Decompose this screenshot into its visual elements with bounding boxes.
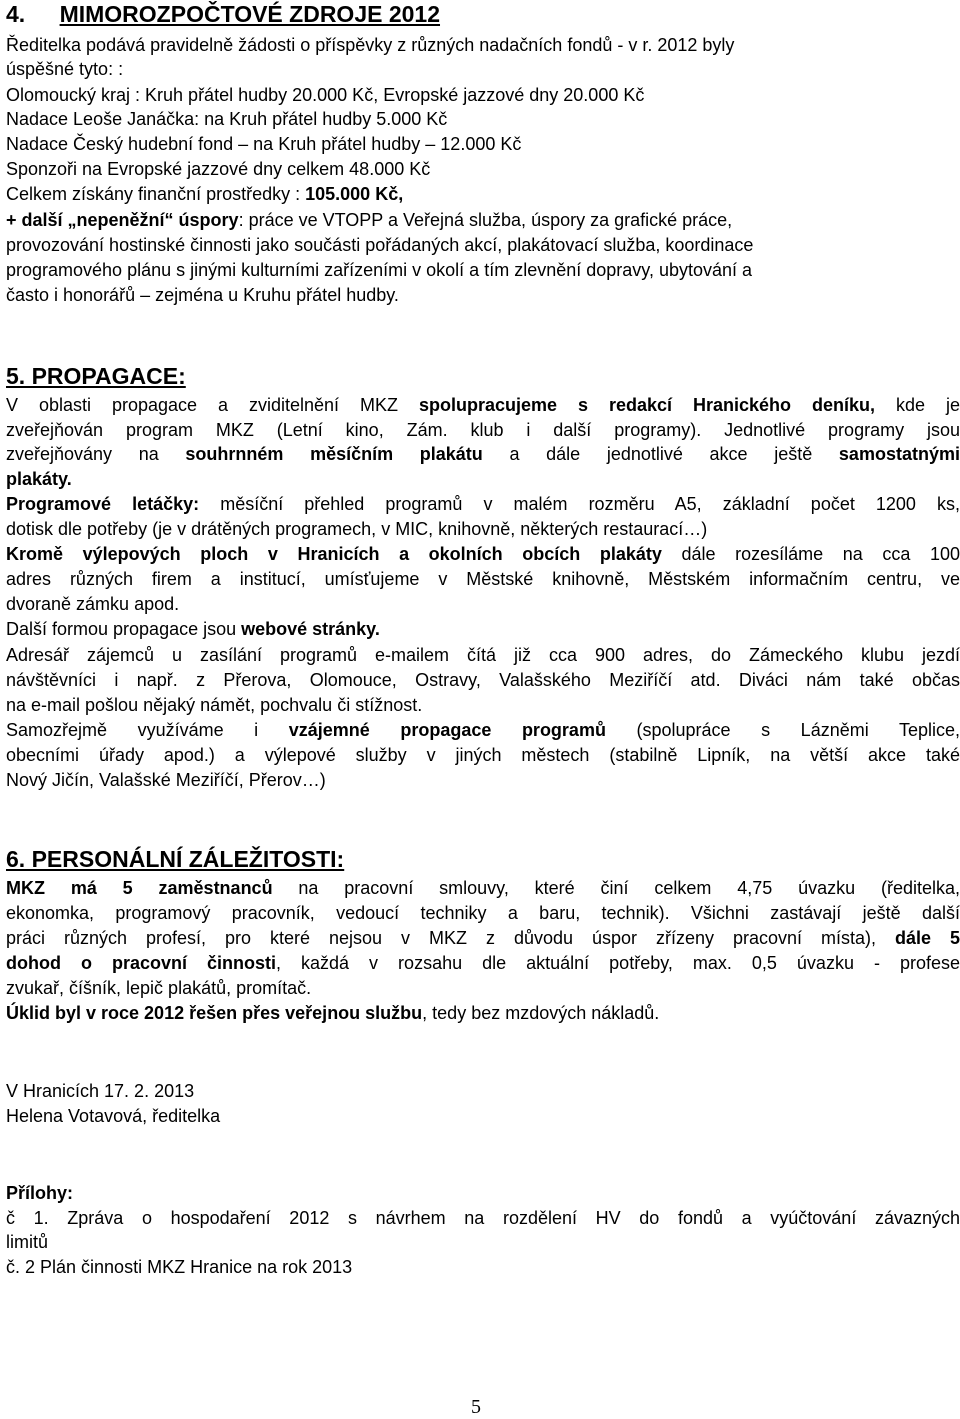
section-6-title: 6. PERSONÁLNÍ ZÁLEŽITOSTI: [6,846,345,872]
text-line: V oblasti propagace a zviditelnění MKZ spolupracujeme s redakcí Hranického deníku, kde je [6,395,960,415]
text-line: na e-mail pošlou nějaký námět, pochvalu či stížnost. [6,695,423,715]
text-line: plakáty. [6,469,72,489]
section-4-title: MIMOROZPOČTOVÉ ZDROJE 2012 [59,1,441,27]
text-line: Nadace Český hudební fond – na Kruh přátel hudby – 12.000 Kč [6,134,522,154]
text-line: dvoraně zámku apod. [6,594,180,614]
signature-date: V Hranicích 17. 2. 2013 [6,1081,195,1101]
attachment-item: č. 2 Plán činnosti MKZ Hranice na rok 2013 [6,1257,353,1277]
text-line: zveřejňován program MKZ (Letní kino, Zám. klub i další programy). Jednotlivé programy jsou [6,420,960,440]
text-line: Olomoucký kraj : Kruh přátel hudby 20.000 Kč, Evropské jazzové dny 20.000 Kč [6,85,645,105]
text-line: Další formou propagace jsou webové stránky. [6,619,380,639]
text-line: Nadace Leoše Janáčka: na Kruh přátel hudby 5.000 Kč [6,109,448,129]
text-line: + další „nepeněžní“ úspory: práce ve VTOPP a Veřejná služba, úspory za grafické práce, [6,210,733,230]
text-line: Ředitelka podává pravidelně žádosti o příspěvky z různých nadačních fondů - v r. 2012 byly [6,35,735,55]
text-line: Sponzoři na Evropské jazzové dny celkem 48.000 Kč [6,159,431,179]
signature-name: Helena Votavová, ředitelka [6,1106,221,1126]
text-line: Adresář zájemců u zasílání programů e-mailem čítá již cca 900 adres, do Zámeckého klubu jezdí [6,645,960,665]
text-line: dotisk dle potřeby (je v drátěných programech, v MIC, knihovně, některých restaurací…) [6,519,708,539]
text-line: Úklid byl v roce 2012 řešen přes veřejnou službu, tedy bez mzdových nákladů. [6,1003,660,1023]
text-line: zveřejňovány na souhrnném měsíčním plakátu a dále jednotlivé akce ještě samostatnými [6,444,960,464]
page-number: 5 [471,1396,481,1418]
attachments-title: Přílohy: [6,1183,74,1203]
section-5-title: 5. PROPAGACE: [6,363,186,389]
text-line: návštěvníci i např. z Přerova, Olomouce, Ostravy, Valašského Meziříčí atd. Diváci nám také občas [6,670,960,690]
text-line: Programové letáčky: měsíční přehled programů v malém rozměru A5, základní počet 1200 ks, [6,494,960,514]
text-line: dohod o pracovní činnosti, každá v rozsahu dle aktuální potřeby, max. 0,5 úvazku - profese [6,953,960,973]
text-line: úspěšné tyto: : [6,59,124,79]
total-line: Celkem získány finanční prostředky : 105.000 Kč, [6,184,404,204]
text-line: adres různých firem a institucí, umísťujeme v Městské knihovně, Městském informačním centru, ve [6,569,960,589]
text-line: zvukař, číšník, lepič plakátů, promítač. [6,978,312,998]
text-line: práci různých profesí, pro které nejsou v MKZ z důvodu úspor zřízeny pracovní místa), dále 5 [6,928,960,948]
text-line: programového plánu s jinými kulturními zařízeními v okolí a tím zlevnění dopravy, ubytování a [6,260,753,280]
section-4-heading: 4. MIMOROZPOČTOVÉ ZDROJE 2012 [6,1,441,27]
text-line: provozování hostinské činnosti jako součásti pořádaných akcí, plakátovací služba, koordinace [6,235,754,255]
text-line: často i honorářů – zejména u Kruhu přátel hudby. [6,285,399,305]
text-line: Samozřejmě využíváme i vzájemné propagace programů (spolupráce s Lázněmi Teplice, [6,720,960,740]
attachment-item: č 1. Zpráva o hospodaření 2012 s návrhem na rozdělení HV do fondů a vyúčtování závazných [6,1208,960,1228]
text-line: Kromě výlepových ploch v Hranicích a okolních obcích plakáty dále rozesíláme na cca 100 [6,544,960,564]
text-line: obecními úřady apod.) a výlepové služby v jiných městech (stabilně Lipník, na větší akce také [6,745,960,765]
attachment-item-cont: limitů [6,1232,49,1252]
text-line: MKZ má 5 zaměstnanců na pracovní smlouvy, které činí celkem 4,75 úvazku (ředitelka, [6,878,960,898]
text-line: ekonomka, programový pracovník, vedoucí techniky a baru, technik). Všichni zastávají ještě další [6,903,960,923]
text-line: Nový Jičín, Valašské Meziříčí, Přerov…) [6,770,326,790]
